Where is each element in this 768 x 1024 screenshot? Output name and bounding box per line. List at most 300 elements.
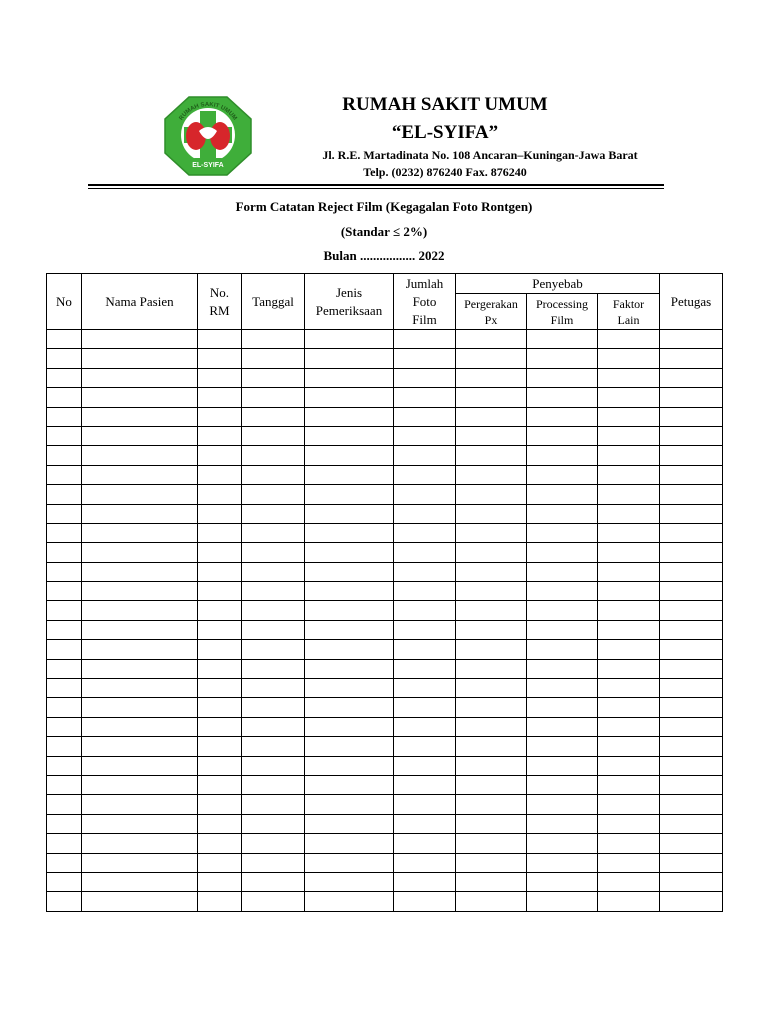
table-cell[interactable]: [305, 737, 394, 756]
table-cell[interactable]: [242, 698, 305, 717]
table-cell[interactable]: [305, 853, 394, 872]
table-cell[interactable]: [82, 562, 198, 581]
table-cell[interactable]: [305, 892, 394, 911]
table-cell[interactable]: [82, 388, 198, 407]
table-cell[interactable]: [598, 853, 660, 872]
table-cell[interactable]: [47, 620, 82, 639]
table-cell[interactable]: [660, 834, 723, 853]
table-cell[interactable]: [394, 620, 456, 639]
table-cell[interactable]: [47, 485, 82, 504]
table-cell[interactable]: [456, 853, 527, 872]
table-cell[interactable]: [660, 407, 723, 426]
table-cell[interactable]: [527, 698, 598, 717]
table-cell[interactable]: [660, 679, 723, 698]
table-cell[interactable]: [242, 640, 305, 659]
table-cell[interactable]: [394, 446, 456, 465]
table-cell[interactable]: [82, 872, 198, 891]
table-cell[interactable]: [198, 679, 242, 698]
table-cell[interactable]: [660, 620, 723, 639]
table-cell[interactable]: [394, 368, 456, 387]
table-cell[interactable]: [456, 446, 527, 465]
table-cell[interactable]: [242, 756, 305, 775]
table-cell[interactable]: [305, 717, 394, 736]
table-cell[interactable]: [660, 717, 723, 736]
table-cell[interactable]: [47, 717, 82, 736]
table-cell[interactable]: [598, 562, 660, 581]
table-cell[interactable]: [394, 562, 456, 581]
table-cell[interactable]: [456, 756, 527, 775]
table-cell[interactable]: [456, 872, 527, 891]
table-cell[interactable]: [82, 504, 198, 523]
table-cell[interactable]: [305, 872, 394, 891]
table-cell[interactable]: [305, 543, 394, 562]
table-cell[interactable]: [242, 446, 305, 465]
table-cell[interactable]: [242, 659, 305, 678]
table-cell[interactable]: [394, 426, 456, 445]
table-cell[interactable]: [47, 853, 82, 872]
table-cell[interactable]: [242, 330, 305, 349]
table-cell[interactable]: [82, 543, 198, 562]
table-cell[interactable]: [527, 562, 598, 581]
table-cell[interactable]: [242, 814, 305, 833]
table-cell[interactable]: [198, 349, 242, 368]
table-cell[interactable]: [198, 562, 242, 581]
table-cell[interactable]: [198, 834, 242, 853]
table-cell[interactable]: [198, 330, 242, 349]
table-cell[interactable]: [47, 698, 82, 717]
table-cell[interactable]: [456, 407, 527, 426]
table-cell[interactable]: [394, 330, 456, 349]
table-cell[interactable]: [198, 814, 242, 833]
table-cell[interactable]: [394, 465, 456, 484]
table-cell[interactable]: [47, 582, 82, 601]
table-cell[interactable]: [47, 426, 82, 445]
table-cell[interactable]: [456, 523, 527, 542]
table-cell[interactable]: [82, 330, 198, 349]
table-cell[interactable]: [456, 504, 527, 523]
table-cell[interactable]: [598, 717, 660, 736]
table-cell[interactable]: [198, 737, 242, 756]
table-cell[interactable]: [242, 737, 305, 756]
table-cell[interactable]: [198, 426, 242, 445]
table-cell[interactable]: [660, 368, 723, 387]
table-cell[interactable]: [305, 756, 394, 775]
table-cell[interactable]: [660, 388, 723, 407]
table-cell[interactable]: [527, 330, 598, 349]
table-cell[interactable]: [47, 775, 82, 794]
table-cell[interactable]: [242, 368, 305, 387]
table-cell[interactable]: [394, 388, 456, 407]
table-cell[interactable]: [47, 349, 82, 368]
table-cell[interactable]: [456, 834, 527, 853]
table-cell[interactable]: [47, 601, 82, 620]
table-cell[interactable]: [47, 892, 82, 911]
table-cell[interactable]: [305, 330, 394, 349]
table-cell[interactable]: [47, 446, 82, 465]
table-cell[interactable]: [198, 620, 242, 639]
table-cell[interactable]: [598, 485, 660, 504]
table-cell[interactable]: [198, 485, 242, 504]
table-cell[interactable]: [47, 872, 82, 891]
table-cell[interactable]: [82, 582, 198, 601]
table-cell[interactable]: [527, 717, 598, 736]
table-cell[interactable]: [82, 426, 198, 445]
table-cell[interactable]: [456, 485, 527, 504]
table-cell[interactable]: [305, 698, 394, 717]
table-cell[interactable]: [198, 388, 242, 407]
table-cell[interactable]: [598, 679, 660, 698]
table-cell[interactable]: [527, 523, 598, 542]
table-cell[interactable]: [456, 368, 527, 387]
table-cell[interactable]: [456, 814, 527, 833]
table-cell[interactable]: [198, 446, 242, 465]
table-cell[interactable]: [598, 446, 660, 465]
table-cell[interactable]: [82, 640, 198, 659]
table-cell[interactable]: [394, 892, 456, 911]
table-cell[interactable]: [527, 853, 598, 872]
table-cell[interactable]: [394, 698, 456, 717]
table-cell[interactable]: [598, 349, 660, 368]
table-cell[interactable]: [456, 543, 527, 562]
table-cell[interactable]: [47, 679, 82, 698]
table-cell[interactable]: [198, 465, 242, 484]
table-cell[interactable]: [394, 349, 456, 368]
table-cell[interactable]: [305, 368, 394, 387]
table-cell[interactable]: [598, 504, 660, 523]
table-cell[interactable]: [305, 795, 394, 814]
table-cell[interactable]: [242, 582, 305, 601]
table-cell[interactable]: [198, 659, 242, 678]
table-cell[interactable]: [198, 853, 242, 872]
table-cell[interactable]: [198, 775, 242, 794]
table-cell[interactable]: [305, 562, 394, 581]
table-cell[interactable]: [598, 465, 660, 484]
table-cell[interactable]: [527, 775, 598, 794]
table-cell[interactable]: [394, 756, 456, 775]
table-cell[interactable]: [47, 562, 82, 581]
table-cell[interactable]: [242, 523, 305, 542]
table-cell[interactable]: [598, 620, 660, 639]
table-cell[interactable]: [598, 523, 660, 542]
table-cell[interactable]: [198, 795, 242, 814]
table-cell[interactable]: [305, 659, 394, 678]
table-cell[interactable]: [305, 465, 394, 484]
table-cell[interactable]: [305, 814, 394, 833]
table-cell[interactable]: [82, 446, 198, 465]
table-cell[interactable]: [456, 698, 527, 717]
table-cell[interactable]: [598, 698, 660, 717]
table-cell[interactable]: [598, 368, 660, 387]
table-cell[interactable]: [660, 872, 723, 891]
table-cell[interactable]: [394, 523, 456, 542]
table-cell[interactable]: [660, 737, 723, 756]
table-cell[interactable]: [394, 679, 456, 698]
table-cell[interactable]: [660, 562, 723, 581]
table-cell[interactable]: [598, 795, 660, 814]
table-cell[interactable]: [527, 601, 598, 620]
table-cell[interactable]: [527, 737, 598, 756]
table-cell[interactable]: [598, 872, 660, 891]
table-cell[interactable]: [660, 659, 723, 678]
table-cell[interactable]: [660, 523, 723, 542]
table-cell[interactable]: [305, 407, 394, 426]
table-cell[interactable]: [305, 775, 394, 794]
table-cell[interactable]: [198, 523, 242, 542]
table-cell[interactable]: [82, 679, 198, 698]
table-cell[interactable]: [242, 426, 305, 445]
table-cell[interactable]: [242, 620, 305, 639]
table-cell[interactable]: [47, 523, 82, 542]
table-cell[interactable]: [394, 853, 456, 872]
table-cell[interactable]: [242, 465, 305, 484]
table-cell[interactable]: [82, 349, 198, 368]
table-cell[interactable]: [198, 640, 242, 659]
table-cell[interactable]: [82, 775, 198, 794]
table-cell[interactable]: [456, 659, 527, 678]
table-cell[interactable]: [456, 775, 527, 794]
table-cell[interactable]: [527, 349, 598, 368]
table-cell[interactable]: [242, 892, 305, 911]
table-cell[interactable]: [47, 465, 82, 484]
table-cell[interactable]: [198, 582, 242, 601]
table-cell[interactable]: [47, 407, 82, 426]
table-cell[interactable]: [198, 601, 242, 620]
table-cell[interactable]: [305, 349, 394, 368]
table-cell[interactable]: [198, 872, 242, 891]
table-cell[interactable]: [198, 543, 242, 562]
table-cell[interactable]: [394, 407, 456, 426]
table-cell[interactable]: [660, 853, 723, 872]
table-cell[interactable]: [527, 814, 598, 833]
table-cell[interactable]: [394, 504, 456, 523]
table-cell[interactable]: [305, 834, 394, 853]
table-cell[interactable]: [598, 601, 660, 620]
table-cell[interactable]: [47, 504, 82, 523]
table-cell[interactable]: [598, 756, 660, 775]
table-cell[interactable]: [456, 795, 527, 814]
table-cell[interactable]: [82, 465, 198, 484]
table-cell[interactable]: [82, 523, 198, 542]
table-cell[interactable]: [242, 717, 305, 736]
table-cell[interactable]: [527, 426, 598, 445]
table-cell[interactable]: [660, 698, 723, 717]
table-cell[interactable]: [394, 485, 456, 504]
table-cell[interactable]: [394, 582, 456, 601]
table-cell[interactable]: [660, 543, 723, 562]
table-cell[interactable]: [242, 349, 305, 368]
table-cell[interactable]: [242, 562, 305, 581]
table-cell[interactable]: [456, 717, 527, 736]
table-cell[interactable]: [527, 795, 598, 814]
table-cell[interactable]: [527, 543, 598, 562]
table-cell[interactable]: [598, 737, 660, 756]
table-cell[interactable]: [527, 679, 598, 698]
table-cell[interactable]: [527, 756, 598, 775]
table-cell[interactable]: [305, 582, 394, 601]
table-cell[interactable]: [394, 717, 456, 736]
table-cell[interactable]: [47, 795, 82, 814]
table-cell[interactable]: [598, 330, 660, 349]
table-cell[interactable]: [82, 601, 198, 620]
table-cell[interactable]: [242, 679, 305, 698]
table-cell[interactable]: [527, 834, 598, 853]
table-cell[interactable]: [527, 872, 598, 891]
table-cell[interactable]: [82, 834, 198, 853]
table-cell[interactable]: [456, 465, 527, 484]
table-cell[interactable]: [305, 679, 394, 698]
table-cell[interactable]: [198, 368, 242, 387]
table-cell[interactable]: [527, 446, 598, 465]
table-cell[interactable]: [598, 659, 660, 678]
table-cell[interactable]: [242, 388, 305, 407]
table-cell[interactable]: [242, 407, 305, 426]
table-cell[interactable]: [82, 368, 198, 387]
table-cell[interactable]: [660, 504, 723, 523]
table-cell[interactable]: [82, 756, 198, 775]
table-cell[interactable]: [394, 737, 456, 756]
table-cell[interactable]: [82, 407, 198, 426]
table-cell[interactable]: [305, 523, 394, 542]
table-cell[interactable]: [305, 620, 394, 639]
table-cell[interactable]: [198, 407, 242, 426]
table-cell[interactable]: [394, 543, 456, 562]
table-cell[interactable]: [527, 892, 598, 911]
table-cell[interactable]: [456, 582, 527, 601]
table-cell[interactable]: [242, 775, 305, 794]
table-cell[interactable]: [456, 330, 527, 349]
table-cell[interactable]: [527, 388, 598, 407]
table-cell[interactable]: [242, 834, 305, 853]
table-cell[interactable]: [394, 814, 456, 833]
table-cell[interactable]: [305, 446, 394, 465]
table-cell[interactable]: [394, 872, 456, 891]
table-cell[interactable]: [598, 775, 660, 794]
table-cell[interactable]: [527, 659, 598, 678]
table-cell[interactable]: [82, 717, 198, 736]
table-cell[interactable]: [47, 368, 82, 387]
table-cell[interactable]: [47, 543, 82, 562]
table-cell[interactable]: [47, 756, 82, 775]
table-cell[interactable]: [82, 698, 198, 717]
table-cell[interactable]: [527, 582, 598, 601]
table-cell[interactable]: [660, 775, 723, 794]
table-cell[interactable]: [660, 465, 723, 484]
table-cell[interactable]: [47, 814, 82, 833]
table-cell[interactable]: [598, 426, 660, 445]
table-cell[interactable]: [456, 388, 527, 407]
table-cell[interactable]: [305, 601, 394, 620]
table-cell[interactable]: [394, 775, 456, 794]
table-cell[interactable]: [598, 582, 660, 601]
table-cell[interactable]: [660, 756, 723, 775]
table-cell[interactable]: [242, 601, 305, 620]
table-cell[interactable]: [660, 349, 723, 368]
table-cell[interactable]: [598, 892, 660, 911]
table-cell[interactable]: [242, 504, 305, 523]
table-cell[interactable]: [660, 814, 723, 833]
table-cell[interactable]: [394, 834, 456, 853]
table-cell[interactable]: [527, 504, 598, 523]
table-cell[interactable]: [82, 853, 198, 872]
table-cell[interactable]: [456, 640, 527, 659]
table-cell[interactable]: [660, 446, 723, 465]
table-cell[interactable]: [660, 582, 723, 601]
table-cell[interactable]: [305, 426, 394, 445]
table-cell[interactable]: [456, 349, 527, 368]
table-cell[interactable]: [305, 504, 394, 523]
table-cell[interactable]: [456, 562, 527, 581]
table-cell[interactable]: [242, 795, 305, 814]
table-cell[interactable]: [527, 407, 598, 426]
table-cell[interactable]: [47, 737, 82, 756]
table-cell[interactable]: [242, 853, 305, 872]
table-cell[interactable]: [598, 407, 660, 426]
table-cell[interactable]: [47, 388, 82, 407]
table-cell[interactable]: [47, 659, 82, 678]
table-cell[interactable]: [660, 640, 723, 659]
table-cell[interactable]: [660, 892, 723, 911]
table-cell[interactable]: [456, 620, 527, 639]
table-cell[interactable]: [198, 504, 242, 523]
table-cell[interactable]: [198, 717, 242, 736]
table-cell[interactable]: [305, 388, 394, 407]
table-cell[interactable]: [456, 601, 527, 620]
table-cell[interactable]: [82, 814, 198, 833]
table-cell[interactable]: [82, 659, 198, 678]
table-cell[interactable]: [82, 892, 198, 911]
table-cell[interactable]: [660, 426, 723, 445]
table-cell[interactable]: [305, 485, 394, 504]
table-cell[interactable]: [47, 640, 82, 659]
table-cell[interactable]: [394, 640, 456, 659]
table-cell[interactable]: [527, 465, 598, 484]
table-cell[interactable]: [527, 620, 598, 639]
table-cell[interactable]: [394, 601, 456, 620]
table-cell[interactable]: [242, 872, 305, 891]
table-cell[interactable]: [660, 485, 723, 504]
table-cell[interactable]: [660, 330, 723, 349]
table-cell[interactable]: [598, 814, 660, 833]
table-cell[interactable]: [527, 485, 598, 504]
table-cell[interactable]: [394, 659, 456, 678]
table-cell[interactable]: [47, 330, 82, 349]
table-cell[interactable]: [82, 795, 198, 814]
table-cell[interactable]: [598, 834, 660, 853]
table-cell[interactable]: [527, 368, 598, 387]
table-cell[interactable]: [456, 737, 527, 756]
table-cell[interactable]: [198, 756, 242, 775]
table-cell[interactable]: [598, 543, 660, 562]
table-cell[interactable]: [82, 485, 198, 504]
table-cell[interactable]: [456, 679, 527, 698]
table-cell[interactable]: [394, 795, 456, 814]
table-cell[interactable]: [198, 892, 242, 911]
table-cell[interactable]: [82, 620, 198, 639]
table-cell[interactable]: [82, 737, 198, 756]
table-cell[interactable]: [242, 543, 305, 562]
table-cell[interactable]: [660, 601, 723, 620]
table-cell[interactable]: [456, 426, 527, 445]
table-cell[interactable]: [456, 892, 527, 911]
table-cell[interactable]: [660, 795, 723, 814]
table-cell[interactable]: [527, 640, 598, 659]
table-cell[interactable]: [198, 698, 242, 717]
table-cell[interactable]: [598, 640, 660, 659]
table-cell[interactable]: [242, 485, 305, 504]
table-cell[interactable]: [305, 640, 394, 659]
table-cell[interactable]: [47, 834, 82, 853]
table-cell[interactable]: [598, 388, 660, 407]
